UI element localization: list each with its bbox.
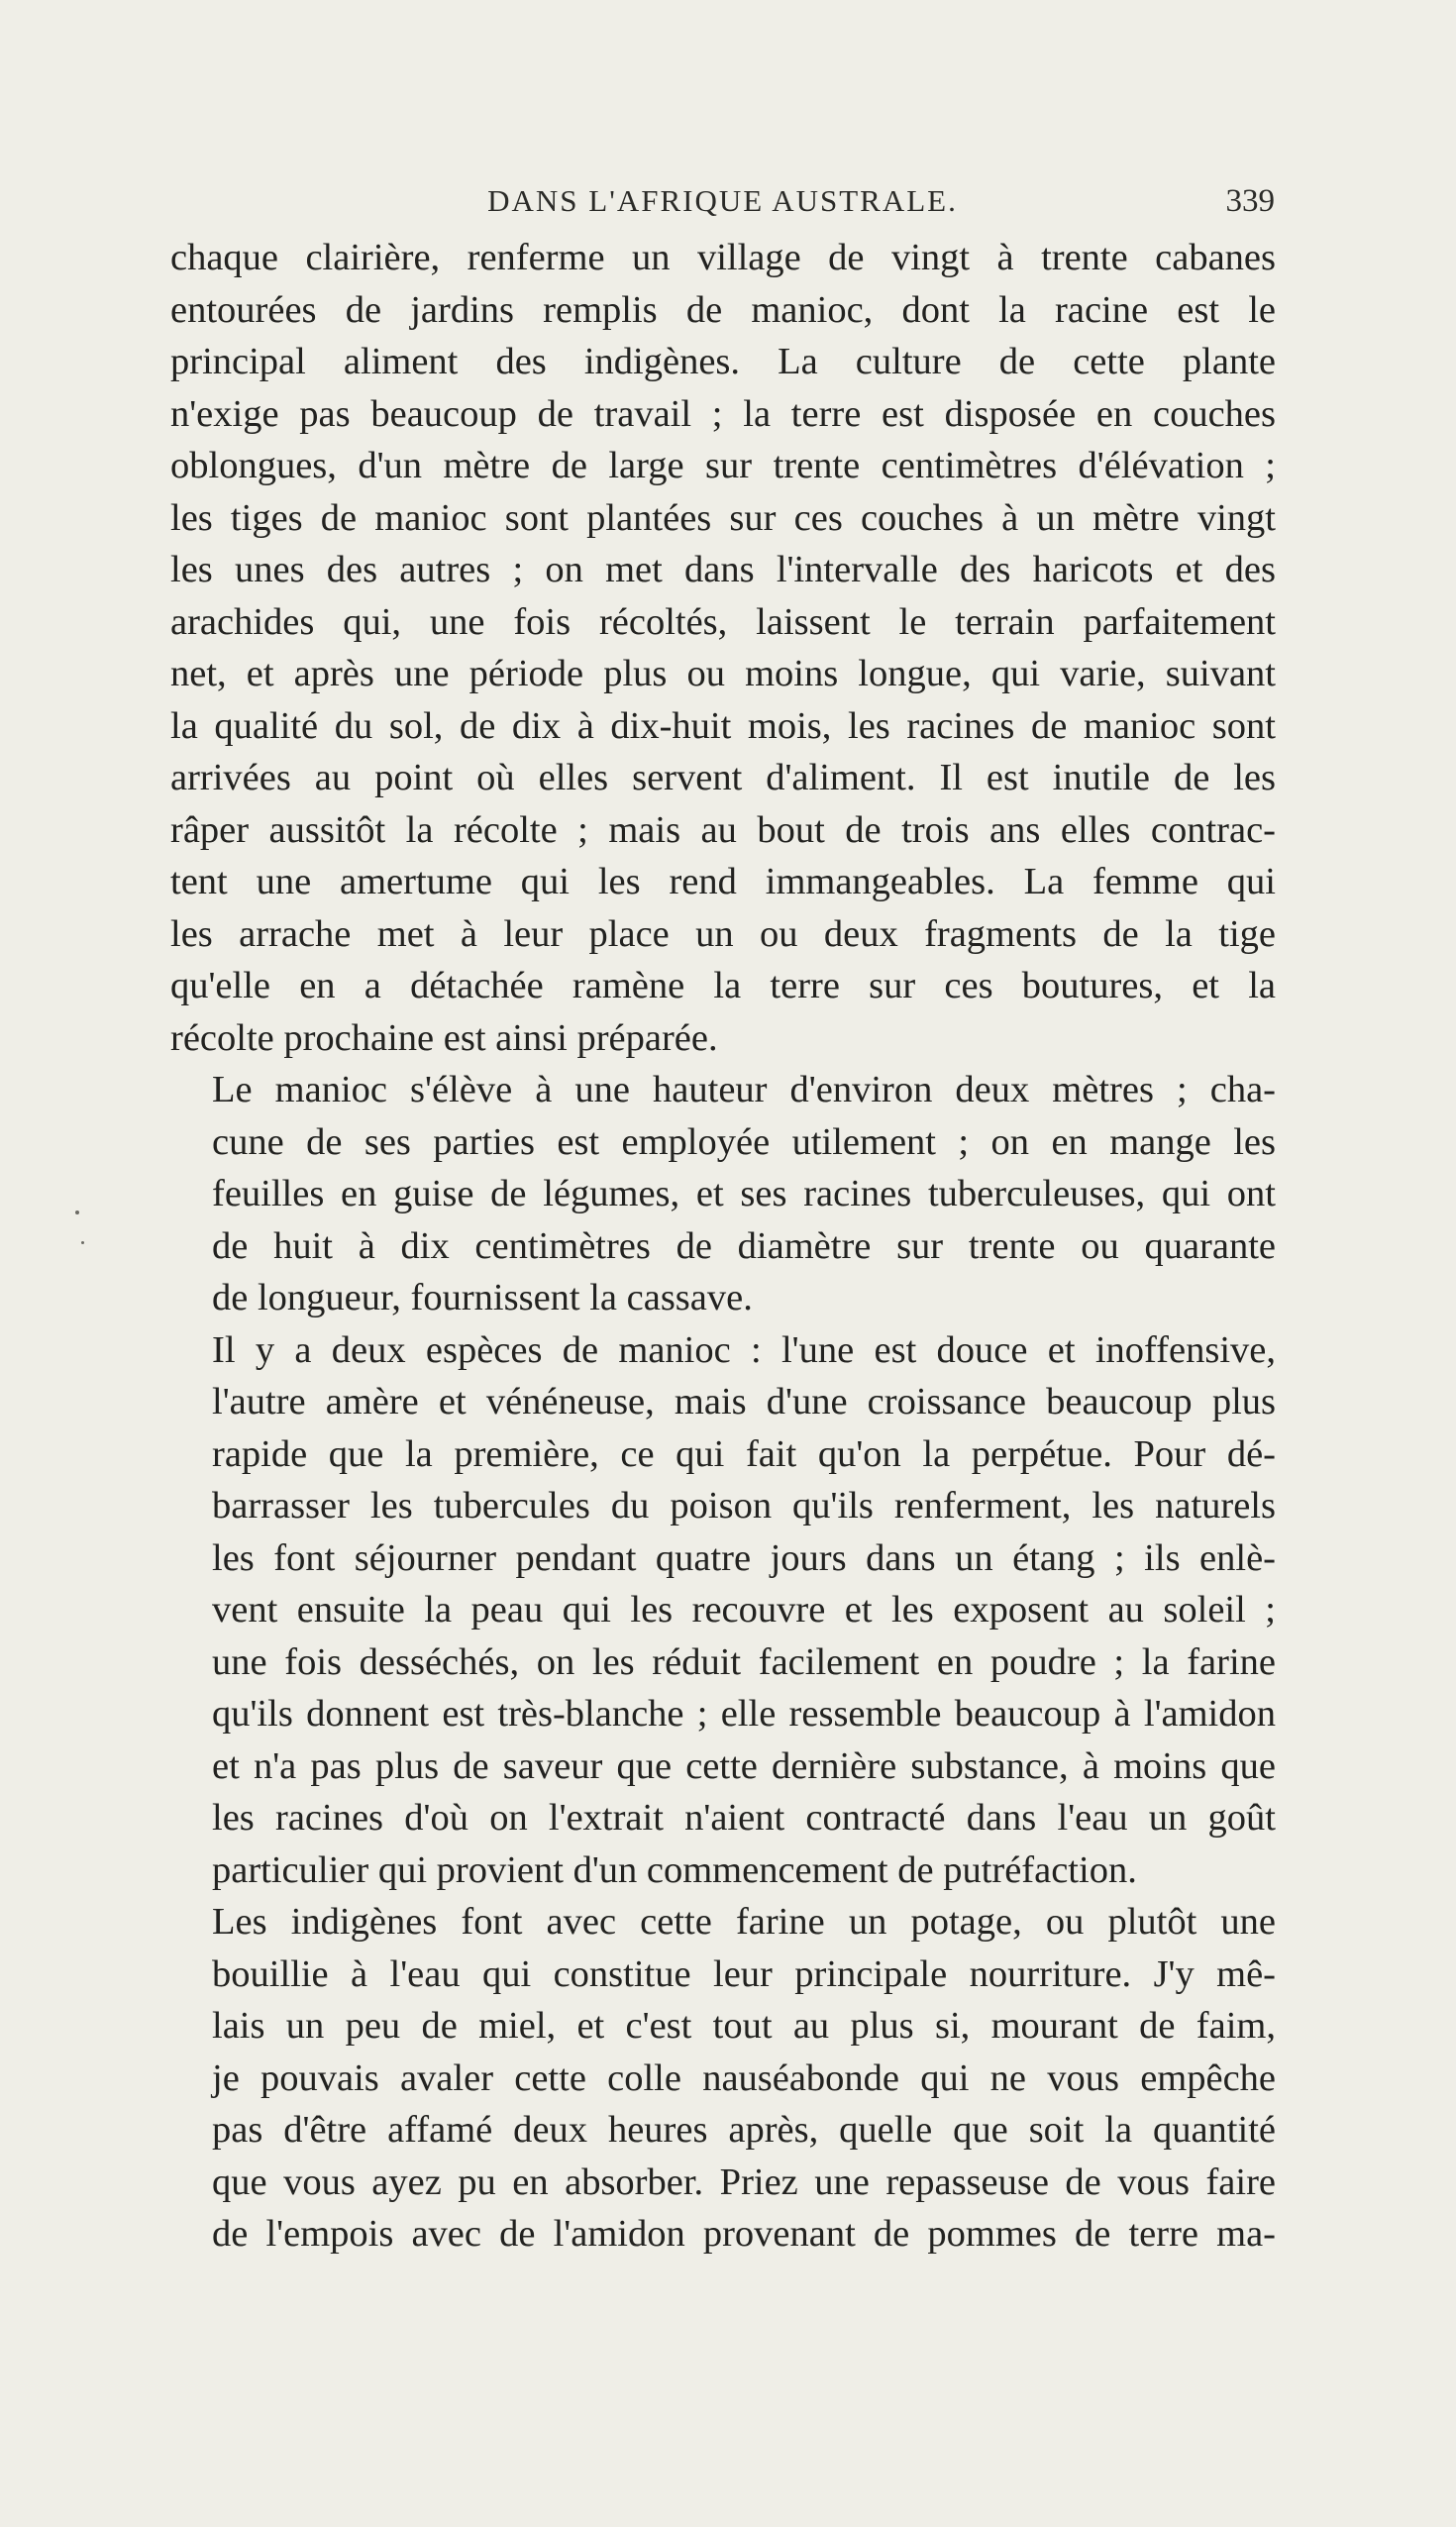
text-line: cune de ses parties est employée utilement ; on en mange les [212, 1120, 1276, 1163]
text-line: Le manioc s'élève à une hauteur d'environ deux mètres ; cha- [212, 1069, 1276, 1110]
text-line: je pouvais avaler cette colle nauséabonde qui ne vous empêche [212, 2056, 1276, 2099]
body-text [170, 232, 1276, 2261]
paragraph [170, 1064, 1276, 1324]
running-title: DANS L'AFRIQUE AUSTRALE. [487, 183, 958, 218]
text-line: les unes des autres ; on met dans l'intervalle des haricots et des [170, 549, 1276, 590]
text-line: entourées de jardins remplis de manioc, dont la racine est le [170, 288, 1276, 331]
text-line: récolte prochaine est ainsi préparée. [170, 1016, 718, 1059]
text-line: rapide que la première, ce qui fait qu'on la perpétue. Pour dé- [212, 1432, 1276, 1475]
text-line: arrivées au point où elles servent d'aliment. Il est inutile de les [170, 757, 1276, 798]
text-line: l'autre amère et vénéneuse, mais d'une croissance beaucoup plus [212, 1381, 1276, 1422]
text-line: les tiges de manioc sont plantées sur ces couches à un mètre vingt [170, 496, 1276, 539]
text-line: Les indigènes font avec cette farine un potage, ou plutôt une [212, 1901, 1276, 1943]
text-line: tent une amertume qui les rend immangeables. La femme qui [170, 861, 1276, 902]
text-line: de longueur, fournissent la cassave. [212, 1277, 753, 1318]
text-line: qu'elle en a détachée ramène la terre sur ces boutures, et la [170, 965, 1276, 1006]
print-speck [75, 1211, 79, 1214]
text-line: n'exige pas beaucoup de travail ; la terre est disposée en couches [170, 392, 1276, 435]
page-header [170, 178, 1275, 224]
text-line: de huit à dix centimètres de diamètre sur trente ou quarante [212, 1224, 1276, 1267]
text-line: pas d'être affamé deux heures après, quelle que soit la quantité [212, 2109, 1276, 2151]
text-line: et n'a pas plus de saveur que cette dernière substance, à moins que [212, 1744, 1276, 1787]
text-line: barrasser les tubercules du poison qu'ils renferment, les naturels [212, 1485, 1276, 1527]
text-line: qu'ils donnent est très-blanche ; elle ressemble beaucoup à l'amidon [212, 1693, 1276, 1735]
text-line: particulier qui provient d'un commencement de putréfaction. [212, 1848, 1137, 1891]
page-number: 339 [1225, 183, 1275, 219]
text-line: vent ensuite la peau qui les recouvre et les exposent au soleil ; [212, 1589, 1276, 1631]
text-line: lais un peu de miel, et c'est tout au plus si, mourant de faim, [212, 2005, 1276, 2047]
paragraph [170, 1896, 1276, 2261]
text-line: une fois desséchés, on les réduit facilement en poudre ; la farine [212, 1640, 1276, 1683]
text-line: feuilles en guise de légumes, et ses racines tuberculeuses, qui ont [212, 1173, 1276, 1214]
text-line: arachides qui, une fois récoltés, laissent le terrain parfaitement [170, 600, 1276, 643]
text-line: bouillie à l'eau qui constitue leur principale nourriture. J'y mê- [212, 1952, 1276, 1995]
text-line: principal aliment des indigènes. La culture de cette plante [170, 341, 1276, 382]
text-line: oblongues, d'un mètre de large sur trente centimètres d'élévation ; [170, 445, 1276, 486]
text-line: chaque clairière, renferme un village de vingt à trente cabanes [170, 237, 1276, 278]
print-speck [81, 1241, 84, 1244]
text-line: les font séjourner pendant quatre jours dans un étang ; ils enlè- [212, 1536, 1276, 1579]
text-line: râper aussitôt la récolte ; mais au bout de trois ans elles contrac- [170, 808, 1276, 851]
text-line: les arrache met à leur place un ou deux fragments de la tige [170, 912, 1276, 955]
paragraph [170, 232, 1276, 1064]
text-line: de l'empois avec de l'amidon provenant de pommes de terre ma- [212, 2213, 1276, 2255]
text-line: la qualité du sol, de dix à dix-huit mois, les racines de manioc sont [170, 704, 1276, 747]
paragraph [170, 1324, 1276, 1897]
text-line: que vous ayez pu en absorber. Priez une repasseuse de vous faire [212, 2160, 1276, 2203]
text-line: les racines d'où on l'extrait n'aient contracté dans l'eau un goût [212, 1797, 1276, 1839]
text-line: Il y a deux espèces de manioc : l'une est douce et inoffensive, [212, 1328, 1276, 1371]
text-line: net, et après une période plus ou moins longue, qui varie, suivant [170, 653, 1276, 694]
